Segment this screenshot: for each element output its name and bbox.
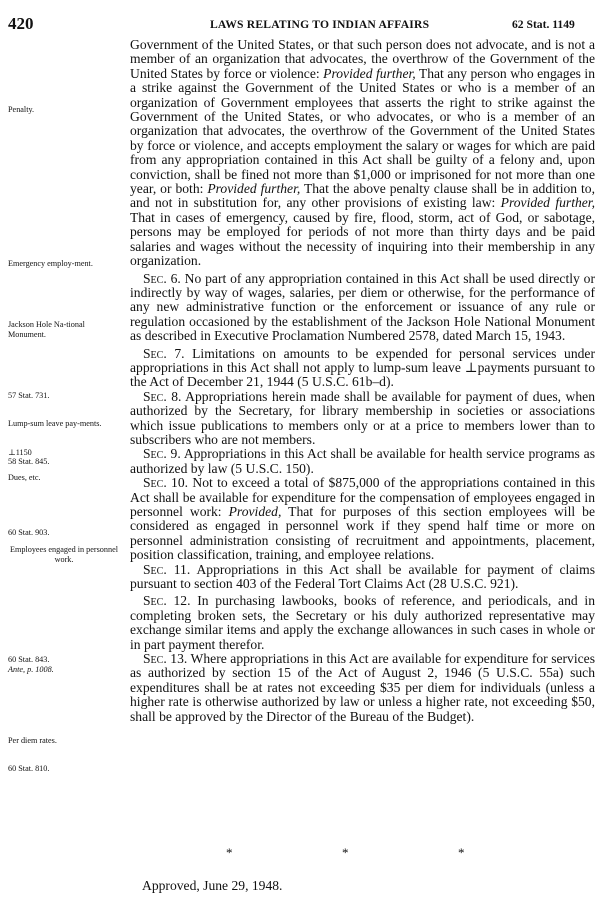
section-7: Sec. 7. Limitations on amounts to be expended for personal services under appropriations in this Act shall not apply to lump-sum leave ⊥payments pursuant to the Act of December 21, 1944 (5 U.S.C. 61b–d).	[130, 345, 595, 390]
running-title: LAWS RELATING TO INDIAN AFFAIRS	[210, 18, 430, 31]
page-number: 420	[8, 14, 34, 33]
approval-date: Approved, June 29, 1948.	[142, 878, 283, 893]
section-8: Sec. 8. Appropriations herein made shall be available for payment of dues, when authorized by the Secretary, for library membership in societies or associations which issue publications to members only or at a price to members lower than to subscribers who are not members.	[130, 388, 595, 447]
section-9: Sec. 9. Appropriations in this Act shall be available for health service programs as authorized by law (5 U.S.C. 150).	[130, 446, 595, 476]
margin-note-58-stat-845: 58 Stat. 845.	[8, 457, 50, 466]
body-text	[130, 38, 595, 724]
asterisk: *	[458, 845, 465, 860]
section-11: Sec. 11. Appropriations in this Act shall be available for payment of claims pursuant to section 403 of the Federal Tort Claims Act (28 U.S.C. 921).	[130, 561, 595, 592]
margin-note-personnel-work: Employees engaged in personnel work.	[10, 545, 118, 564]
section-12: Sec. 12. In purchasing lawbooks, books of reference, and periodicals, and in completing broken sets, the Secretary or his duly authorized representative may exchange similar items and apply the exchange allowances in such cases in whole or in part payment therefor.	[130, 593, 595, 652]
section-13: Sec. 13. Where appropriations in this Act are available for expenditure for services as authorized by section 15 of the Act of August 2, 1946 (5 U.S.C. 55a) such expenditures shall be at rates not exceeding $35 per diem for individuals (unless a higher rate is otherwise authorized by law or unless a higher rate, not exceeding $50, shall be approved by the Director of the Bureau of the Budget).	[130, 651, 595, 724]
section-10: Sec. 10. Not to exceed a total of $875,000 of the appropriations contained in this Act shall be available for expenditure for the compensation of employees engaged in personnel work: Provided, That for purposes of this section employees will be considered as engaged in personnel work if they spend half time or more on personnel administration consisting of recruitment and appointments, placement, position classification, training, and employee relations.	[130, 475, 595, 563]
section-6: Sec. 6. No part of any appropriation contained in this Act shall be used directly or indirectly by way of wages, salaries, per diem or otherwise, for the performance of any new administrative function or the enforcement or issuance of any rule or regulation occasioned by the establishment of the Jackson Hole National Monument as described in Executive Proclamation Numbered 2578, dated March 15, 1943.	[130, 270, 595, 344]
margin-note-lump-sum-leave: Lump-sum leave pay-ments.	[8, 419, 102, 428]
margin-note-penalty: Penalty.	[8, 105, 35, 114]
asterisk: *	[226, 845, 233, 860]
margin-note-ante: Ante, p. 1008.	[8, 665, 54, 674]
margin-note-57-stat-731: 57 Stat. 731.	[8, 391, 50, 400]
margin-note-emergency-employment: Emergency employ-ment.	[8, 259, 93, 268]
margin-note-jackson-hole: Jackson Hole Na-tional Monument.	[8, 320, 85, 339]
statute-reference: 62 Stat. 1149	[512, 18, 575, 31]
paragraph-continued: Government of the United States, or that such person does not advocate, and is not a member of an organization that advocates, the overthrow of the Government of the United States by force or violence: Provided further, That any person who engages in a strike against the Government of the United States or who is a member of an organization of Government employees that asserts the right to strike against the Government of the United States, or who advocates, or who is a member of an organization that advocates, the overthrow of the Government of the United States by force or violence, and accepts employment the salary or wages for which are paid from any appropriation contained in this Act shall be guilty of a felony and, upon conviction, shall be fined not more than $1,000 or imprisoned for not more than one year, or both: Provided further, That the above penalty clause shall be in addition to, and not in substitution for, any other provisions of existing law: Provided further, That in cases of emergency, caused by fire, flood, storm, act of God, or sabotage, persons may be employed for periods of not more than thirty days and be paid salaries and wages without the necessity of inquiring into their membership in any organization.	[130, 37, 595, 269]
margin-note-dues: Dues, etc.	[8, 473, 41, 482]
margin-note-60-stat-903: 60 Stat. 903.	[8, 528, 50, 537]
margin-note-per-diem: Per diem rates.	[8, 736, 57, 745]
margin-note-page-break-1150: ⊥1150	[8, 448, 32, 457]
margin-note-60-stat-810: 60 Stat. 810.	[8, 764, 50, 773]
margin-note-60-stat-843: 60 Stat. 843.	[8, 655, 50, 664]
asterisk: *	[342, 845, 349, 860]
